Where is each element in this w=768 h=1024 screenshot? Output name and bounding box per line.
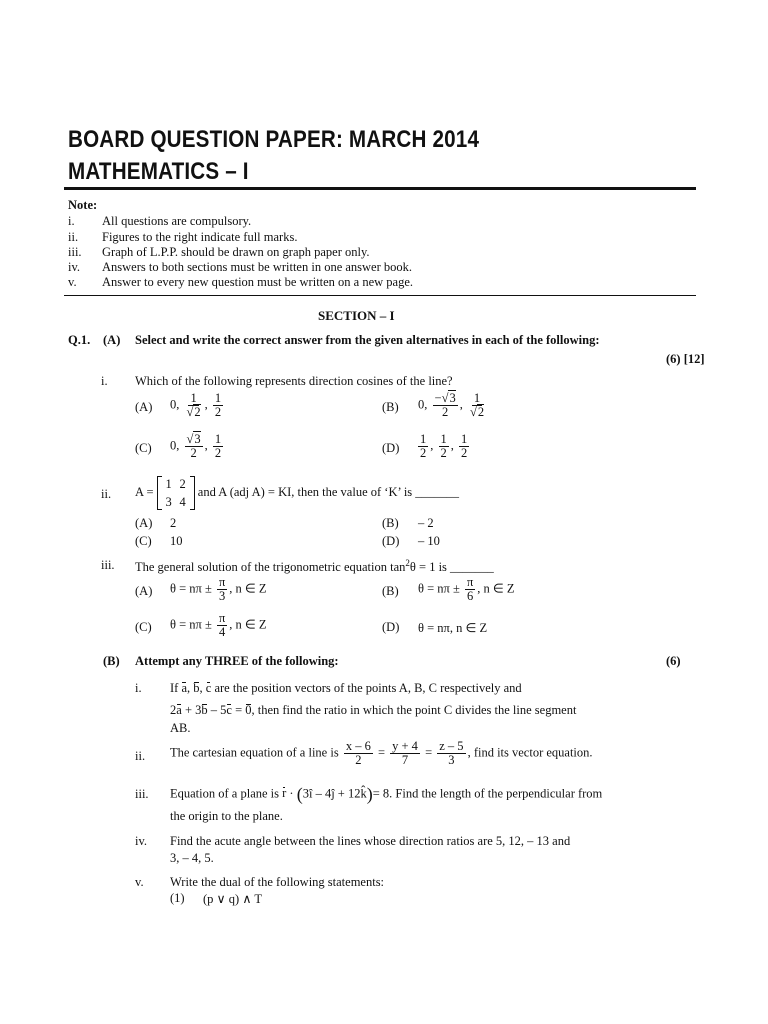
note-item-text: All questions are compulsory. xyxy=(102,214,252,228)
part-a-instruction: Select and write the correct answer from the given alternatives in each of the following: xyxy=(135,333,600,347)
option-c-label: (C) xyxy=(135,441,152,455)
fraction: $\frac{-√3}{2}$ xyxy=(434,391,456,419)
fraction: $\frac{1}{2}$ xyxy=(461,432,468,460)
option-c-value: 10 xyxy=(170,534,183,548)
fraction: $\frac{\pi}{6}$ xyxy=(466,575,474,603)
fraction: $\frac{1}{√2}$ xyxy=(469,391,485,419)
fraction: $\frac{1}{2}$ xyxy=(214,432,222,460)
question-number: v. xyxy=(135,875,144,889)
option-b-value: 0, $\frac{-√3}{2}$ , $\frac{1}{√2}$ xyxy=(418,391,485,419)
option-a-value: 2 xyxy=(170,516,177,530)
note-item-num: i. xyxy=(68,214,75,228)
note-heading: Note: xyxy=(68,198,98,212)
question-text: The cartesian equation of a line is $\frac{x - 6}{2}$ = $\frac{y + 4}{7}$ = $\frac{z - 5}{3}$ , find its vector equation. xyxy=(170,739,593,767)
option-c-value: 0, $\frac{√3}{2}$ , $\frac{1}{2}$ xyxy=(170,432,222,460)
mcq-question: The general solution of the trigonometric equation $\tan^2\theta = 1$ is _______ xyxy=(135,558,494,575)
vector-r: r xyxy=(282,786,287,801)
option-b-value: – 2 xyxy=(418,516,434,530)
option-a-value: θ = nπ ± $\frac{\pi}{3}$ , n ∈ Z xyxy=(170,575,267,603)
note-item-text: Figures to the right indicate full marks. xyxy=(102,230,298,244)
sub-question-text: (p ∨ q) ∧ T xyxy=(203,892,263,906)
option-zero: 0, xyxy=(170,397,180,412)
question-text: AB. xyxy=(170,721,191,735)
question-number: i. xyxy=(135,681,142,695)
vector-b: b xyxy=(193,681,200,695)
mcq-number: ii. xyxy=(101,487,112,501)
fraction: $\frac{1}{2}$ xyxy=(440,432,447,460)
mcq-question: Which of the following represents direction cosines of the line? xyxy=(135,374,453,388)
fraction: $\frac{√3}{2}$ xyxy=(186,432,201,460)
mcq-number: i. xyxy=(101,374,108,388)
fraction: $\frac{1}{√2}$ xyxy=(186,391,201,419)
question-text: 3, – 4, 5. xyxy=(170,851,214,865)
option-c-value: θ = nπ ± $\frac{\pi}{4}$ , n ∈ Z xyxy=(170,611,267,639)
vector-c: c xyxy=(205,681,212,695)
subject-title: MATHEMATICS – I xyxy=(68,158,249,185)
sub-question-number: (1) xyxy=(170,891,185,905)
note-item-text: Answers to both sections must be written in one answer book. xyxy=(102,260,413,274)
question-number: iv. xyxy=(135,834,148,848)
question-number: ii. xyxy=(135,749,146,763)
fraction: $\frac{1}{2}$ xyxy=(214,391,222,419)
note-item-text: Graph of L.P.P. should be drawn on graph paper only. xyxy=(102,245,370,259)
fraction: $\frac{z - 5}{3}$ xyxy=(439,739,464,767)
part-b-marks: (6) xyxy=(666,654,681,668)
question-text: the origin to the plane. xyxy=(170,809,283,823)
question-number: iii. xyxy=(135,787,149,801)
question-text: Equation of a plane is r · (3î – 4ĵ + 12k̂)= 8. Find the length of the perpendicular from xyxy=(170,784,603,804)
question-text: If a, b, c are the position vectors of the points A, B, C respectively and xyxy=(170,681,522,695)
vector-a: a xyxy=(181,681,188,695)
note-item-text: Answer to every new question must be written on a new page. xyxy=(102,275,414,289)
option-d-value: – 10 xyxy=(418,534,440,548)
option-c-label: (C) xyxy=(135,620,152,634)
note-item-num: v. xyxy=(68,275,77,289)
matrix: 1 2 3 4 xyxy=(157,476,195,510)
question-number: Q.1. xyxy=(68,333,91,347)
note-item-num: ii. xyxy=(68,230,79,244)
note-divider xyxy=(64,295,696,296)
section-heading: SECTION – I xyxy=(318,308,395,323)
fraction: $\frac{y + 4}{7}$ xyxy=(392,739,418,767)
option-d-label: (D) xyxy=(382,534,400,548)
option-b-value: θ = nπ ± $\frac{\pi}{6}$ , n ∈ Z xyxy=(418,575,515,603)
fraction: $\frac{x - 6}{2}$ xyxy=(345,739,371,767)
option-a-label: (A) xyxy=(135,400,153,414)
option-d-value: θ = nπ, n ∈ Z xyxy=(418,621,488,635)
option-a-label: (A) xyxy=(135,516,153,530)
option-a-value: 0, $\frac{1}{√2}$ , $\frac{1}{2}$ xyxy=(170,391,222,419)
part-a-marks: (6) [12] xyxy=(666,352,705,366)
mcq-question: A = 1 2 3 4 and A (adj A) = KI, then the value of ‘K’ is _______ xyxy=(135,477,460,509)
part-a-label: (A) xyxy=(103,333,121,347)
question-text: Write the dual of the following statements: xyxy=(170,875,385,889)
paper-title: BOARD QUESTION PAPER: MARCH 2014 xyxy=(68,126,480,153)
part-b-instruction: Attempt any THREE of the following: xyxy=(135,654,339,668)
option-d-label: (D) xyxy=(382,620,400,634)
option-d-value: $\frac{1}{2}$ , $\frac{1}{2}$ , $\frac{1}{2}$ xyxy=(420,432,468,460)
header-divider xyxy=(64,187,696,190)
option-b-label: (B) xyxy=(382,516,399,530)
part-b-label: (B) xyxy=(103,654,120,668)
fraction: $\frac{\pi}{3}$ xyxy=(218,575,226,603)
option-b-label: (B) xyxy=(382,400,399,414)
option-c-label: (C) xyxy=(135,534,152,548)
mcq-number: iii. xyxy=(101,558,115,572)
option-d-label: (D) xyxy=(382,441,400,455)
option-b-label: (B) xyxy=(382,584,399,598)
fraction: $\frac{\pi}{4}$ xyxy=(218,611,226,639)
note-item-num: iv. xyxy=(68,260,81,274)
note-item-num: iii. xyxy=(68,245,82,259)
fraction: $\frac{1}{2}$ xyxy=(420,432,427,460)
question-text: Find the acute angle between the lines whose direction ratios are 5, 12, – 13 and xyxy=(170,834,571,848)
option-a-label: (A) xyxy=(135,584,153,598)
question-text: 2a + 3b – 5c = 0, then find the ratio in which the point C divides the line segment xyxy=(170,703,577,717)
